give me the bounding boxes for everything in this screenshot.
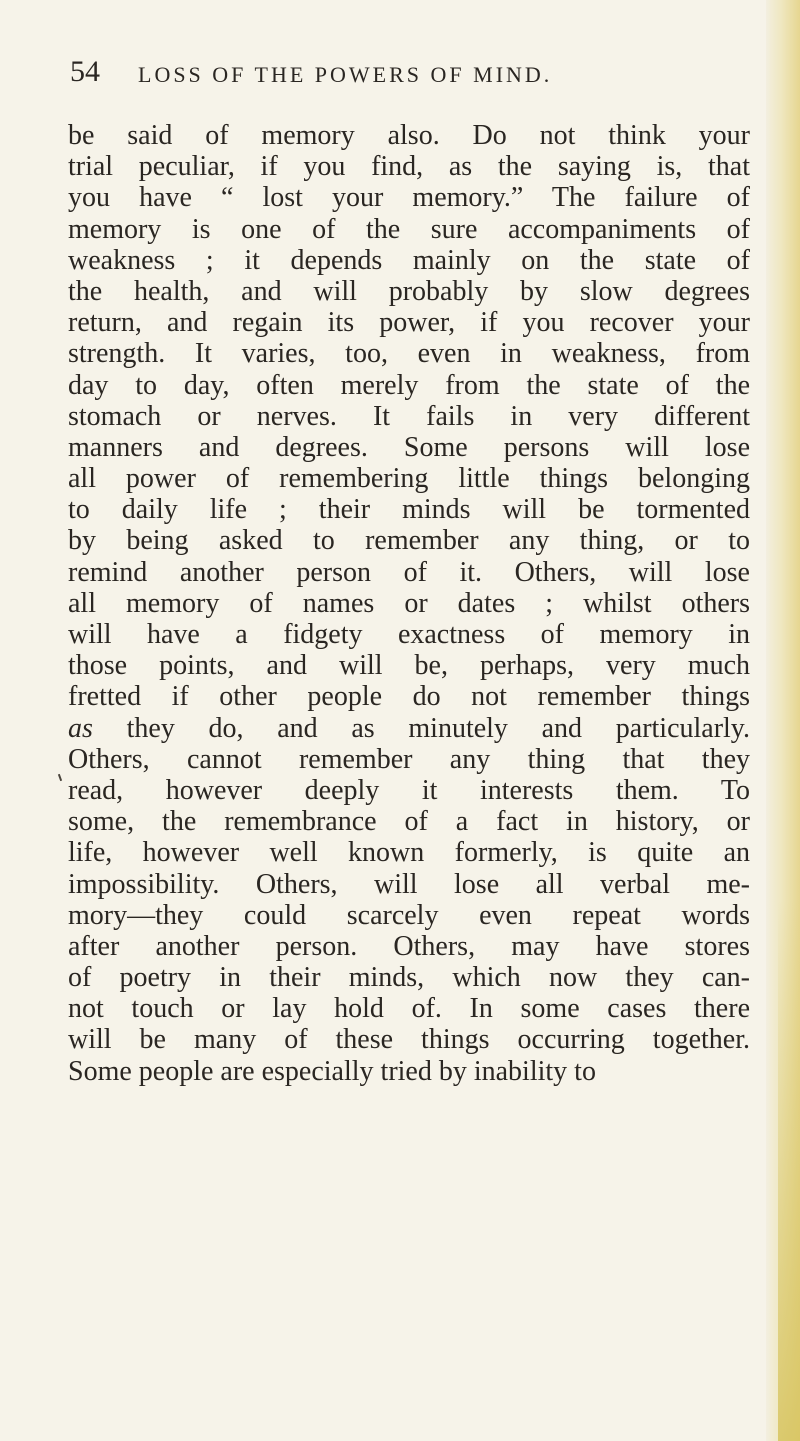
text-line: fretted if other people do not remember things [68,681,750,713]
text-line: day to day, often merely from the state of the [68,369,750,401]
text-line: return, and regain its power, if you recover your [68,307,750,339]
text-line: those points, and will be, perhaps, very much [68,650,750,682]
text-line: not touch or lay hold of. In some cases there [68,993,750,1025]
text-line: remind another person of it. Others, will lose [68,556,750,588]
text-line: weakness ; it depends mainly on the state of [68,244,750,276]
text-line: will have a fidgety exactness of memory in [68,619,750,650]
text-line: life, however well known formerly, is quite an [68,837,750,869]
text-line: impossibility. Others, will lose all verbal me- [68,868,750,900]
running-head: LOSS OF THE POWERS OF MIND. [138,62,553,87]
text-line: manners and degrees. Some persons will lose [68,431,750,463]
text-line: you have “ lost your memory.” The failure of [68,182,750,214]
text-line: Others, cannot remember any thing that they [68,743,750,775]
page-edge-stain [778,900,800,1441]
text-line: Some people are especially tried by inability to [68,1055,596,1087]
text-line: stomach or nerves. It fails in very different [68,400,750,432]
text-line: of poetry in their minds, which now they can- [68,962,750,994]
text-line: some, the remembrance of a fact in history, or [68,806,750,838]
text-line: read, however deeply it interests them. To [68,774,750,806]
page-header [70,55,750,95]
body-text [68,120,750,1087]
text-line: as they do, and as minutely and particularly. [68,712,750,744]
text-line: will be many of these things occurring together. [68,1024,750,1056]
text-line: trial peculiar, if you find, as the saying is, that [68,151,750,183]
text-line: after another person. Others, may have stores [68,930,750,962]
text-line: to daily life ; their minds will be tormented [68,494,750,526]
italic-word: as [68,712,93,744]
text-line: by being asked to remember any thing, or to [68,525,750,557]
text-line: be said of memory also. Do not think your [68,120,750,151]
text-line: the health, and will probably by slow degrees [68,275,750,307]
text-line: all memory of names or dates ; whilst others [68,587,750,619]
text-line: memory is one of the sure accompaniments of [68,213,750,245]
text-line: all power of remembering little things belonging [68,463,750,495]
text-line: mory—they could scarcely even repeat words [68,899,750,931]
text-line: strength. It varies, too, even in weakness, from [68,338,750,370]
margin-mark [58,774,62,781]
page-number: 54 [70,55,100,88]
